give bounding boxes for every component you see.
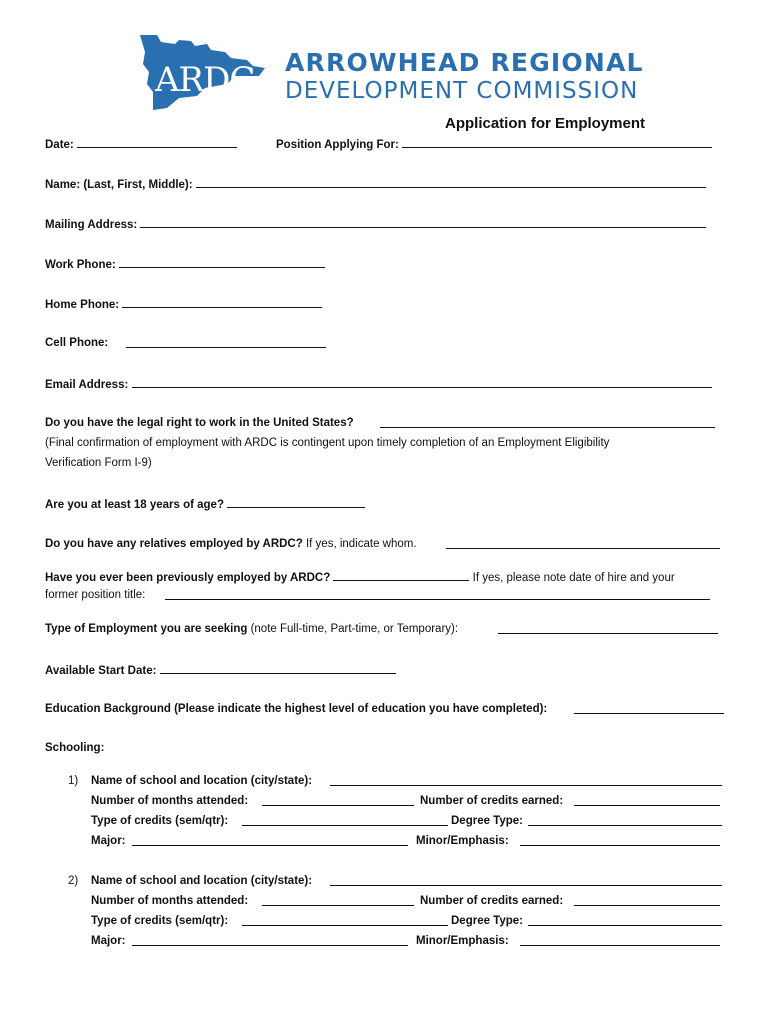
prev-employed-question: Have you ever been previously employed by ARDC? [45, 572, 331, 584]
date-label: Date: [45, 139, 74, 151]
age-question: Are you at least 18 years of age? [45, 499, 224, 511]
start-date-label: Available Start Date: [45, 665, 157, 677]
school-2-degree-label: Degree Type: [451, 915, 524, 927]
school-2-credits-field[interactable] [574, 905, 720, 906]
prev-employed-note: If yes, please note date of hire and your [472, 572, 675, 584]
school-1-name-field[interactable] [330, 785, 722, 786]
school-1-major-label: Major: [91, 835, 126, 847]
mailing-address-field[interactable] [140, 216, 706, 228]
school-1-minor-field[interactable] [520, 845, 720, 846]
employment-type-question: Type of Employment you are seeking [45, 623, 248, 635]
relatives-field[interactable] [446, 548, 720, 549]
school-2-credits-label: Number of credits earned: [420, 895, 564, 907]
home-phone-label: Home Phone: [45, 299, 120, 311]
school-2-months-field[interactable] [262, 905, 414, 906]
position-label: Position Applying For: [276, 139, 399, 151]
school-1-credits-label: Number of credits earned: [420, 795, 564, 807]
school-1-minor-label: Minor/Emphasis: [416, 835, 509, 847]
name-label: Name: (Last, First, Middle): [45, 179, 193, 191]
mailing-address-label: Mailing Address: [45, 219, 138, 231]
start-date-field[interactable] [160, 662, 396, 674]
school-1-credits-field[interactable] [574, 805, 720, 806]
home-phone-field[interactable] [122, 296, 322, 308]
prev-employed-field[interactable] [333, 569, 469, 581]
relatives-note: If yes, indicate whom. [305, 538, 417, 550]
employment-type-field[interactable] [498, 633, 718, 634]
school-1-number: 1) [68, 775, 79, 787]
school-1-credit-type-label: Type of credits (sem/qtr): [91, 815, 229, 827]
email-field[interactable] [132, 376, 712, 388]
form-title: Application for Employment [445, 115, 646, 132]
cell-phone-field[interactable] [126, 347, 326, 348]
work-phone-field[interactable] [119, 256, 325, 268]
school-1-degree-label: Degree Type: [451, 815, 524, 827]
school-2-degree-field[interactable] [528, 925, 722, 926]
school-2-months-label: Number of months attended: [91, 895, 249, 907]
logo-mark-text: ARDC [155, 60, 255, 100]
school-1-credit-type-field[interactable] [242, 825, 448, 826]
school-1-months-field[interactable] [262, 805, 414, 806]
employment-type-note: (note Full-time, Part-time, or Temporary): [250, 623, 459, 635]
legal-note-line2: Verification Form I-9) [45, 457, 152, 469]
position-field[interactable] [402, 136, 712, 148]
school-2-number: 2) [68, 875, 79, 887]
school-2-credit-type-label: Type of credits (sem/qtr): [91, 915, 229, 927]
date-field[interactable] [77, 136, 237, 148]
school-2-minor-field[interactable] [520, 945, 720, 946]
relatives-question: Do you have any relatives employed by ARDC? [45, 538, 303, 550]
school-2-major-field[interactable] [132, 945, 408, 946]
school-1-degree-field[interactable] [528, 825, 722, 826]
school-1-name-label: Name of school and location (city/state): [91, 775, 313, 787]
school-2-credit-type-field[interactable] [242, 925, 448, 926]
school-2-minor-label: Minor/Emphasis: [416, 935, 509, 947]
work-phone-label: Work Phone: [45, 259, 116, 271]
legal-right-question: Do you have the legal right to work in the United States? [45, 417, 354, 429]
school-1-major-field[interactable] [132, 845, 408, 846]
prev-position-label: former position title: [45, 589, 146, 601]
org-name-line1: ARROWHEAD REGIONAL [285, 48, 644, 77]
legal-right-field[interactable] [380, 427, 715, 428]
school-2-name-label: Name of school and location (city/state): [91, 875, 313, 887]
education-label: Education Background (Please indicate the highest level of education you have completed): [45, 703, 548, 715]
age-field[interactable] [227, 496, 365, 508]
org-name-line2: DEVELOPMENT COMMISSION [285, 78, 639, 104]
ardc-logo [135, 32, 275, 112]
education-field[interactable] [574, 713, 724, 714]
school-2-major-label: Major: [91, 935, 126, 947]
email-label: Email Address: [45, 379, 129, 391]
school-2-name-field[interactable] [330, 885, 722, 886]
schooling-heading: Schooling: [45, 742, 105, 754]
prev-position-field[interactable] [165, 599, 710, 600]
name-field[interactable] [196, 176, 706, 188]
legal-note-line1: (Final confirmation of employment with ARDC is contingent upon timely completion of an Employment Eligibility [45, 437, 610, 449]
cell-phone-label: Cell Phone: [45, 337, 109, 349]
school-1-months-label: Number of months attended: [91, 795, 249, 807]
